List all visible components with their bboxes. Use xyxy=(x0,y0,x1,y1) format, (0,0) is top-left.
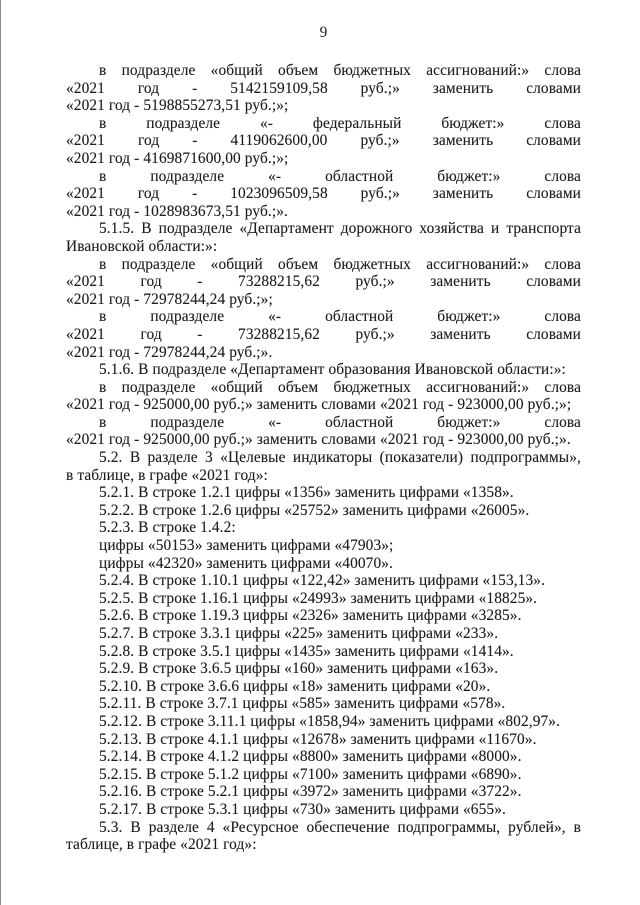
text-line: «2021 год - 1023096509,58 руб.;» заменить словами xyxy=(66,185,581,203)
text-line: 5.2.14. В строке 4.1.2 цифры «8800» заменить цифрами «8000». xyxy=(99,748,522,766)
text-line: «2021 год - 5142159109,58 руб.;» заменить словами xyxy=(66,79,581,97)
text-line: в подразделе «- федеральный бюджет:» слова xyxy=(99,114,581,132)
text-line: 5.2.9. В строке 3.6.5 цифры «160» заменить цифрами «163». xyxy=(99,660,499,678)
text-line: 5.2.13. В строке 4.1.1 цифры «12678» заменить цифрами «11670». xyxy=(99,730,537,748)
text-line: 5.2.3. В строке 1.4.2: xyxy=(99,519,236,537)
text-line: в подразделе «- областной бюджет:» слова xyxy=(99,308,581,326)
document-body xyxy=(66,62,581,854)
text-line: 5.2. В разделе 3 «Целевые индикаторы (показатели) подпрограммы», xyxy=(99,449,581,467)
text-line: в подразделе «общий объем бюджетных ассигнований:» слова xyxy=(99,62,581,79)
text-line: «2021 год - 4119062600,00 руб.;» заменить словами xyxy=(66,132,581,150)
text-line: таблице, в графе «2021 год»: xyxy=(66,836,257,854)
text-line: в подразделе «общий объем бюджетных ассигнований:» слова xyxy=(99,255,581,273)
text-line: 5.2.16. В строке 5.2.1 цифры «3972» заменить цифрами «3722». xyxy=(99,783,522,801)
text-line: цифры «42320» заменить цифрами «40070». xyxy=(99,554,393,572)
text-line: в подразделе «- областной бюджет:» слова xyxy=(99,167,581,185)
page-number: 9 xyxy=(319,24,328,41)
text-line: Ивановской области:»: xyxy=(66,237,218,255)
text-line: «2021 год - 72978244,24 руб.;». xyxy=(66,343,273,361)
text-line: 5.2.10. В строке 3.6.6 цифры «18» заменить цифрами «20». xyxy=(99,677,491,695)
text-line: 5.3. В разделе 4 «Ресурсное обеспечение подпрограммы, рублей», в xyxy=(99,818,581,836)
text-line: цифры «50153» заменить цифрами «47903»; xyxy=(99,537,394,555)
text-line: в подразделе «- областной бюджет:» слова xyxy=(99,413,581,431)
text-line: «2021 год - 1028983673,51 руб.;». xyxy=(66,202,288,220)
text-line: «2021 год - 5198855273,51 руб.;»; xyxy=(66,97,289,115)
text-line: 5.2.17. В строке 5.3.1 цифры «730» заменить цифрами «655». xyxy=(99,800,506,818)
text-line: 5.2.8. В строке 3.5.1 цифры «1435» заменить цифрами «1414». xyxy=(99,642,514,660)
text-line: «2021 год - 72978244,24 руб.;»; xyxy=(66,290,273,308)
text-line: «2021 год - 925000,00 руб.;» заменить словами «2021 год - 923000,00 руб.;». xyxy=(66,431,571,449)
text-line: 5.2.1. В строке 1.2.1 цифры «1356» заменить цифрами «1358». xyxy=(99,484,514,502)
text-line: в подразделе «общий объем бюджетных ассигнований:» слова xyxy=(99,378,581,396)
text-line: 5.2.12. В строке 3.11.1 цифры «1858,94» заменить цифрами «802,97». xyxy=(99,712,561,730)
text-line: 5.2.6. В строке 1.19.3 цифры «2326» заменить цифрами «3285». xyxy=(99,607,522,625)
text-line: «2021 год - 925000,00 руб.;» заменить словами «2021 год - 923000,00 руб.;»; xyxy=(66,396,572,414)
scan-edge-line xyxy=(0,0,1,905)
text-line: 5.1.6. В подразделе «Департамент образования Ивановской области:»: xyxy=(99,361,566,379)
text-line: 5.1.5. В подразделе «Департамент дорожного хозяйства и транспорта xyxy=(99,220,581,238)
text-line: 5.2.11. В строке 3.7.1 цифры «585» заменить цифрами «578». xyxy=(99,695,506,713)
text-line: 5.2.5. В строке 1.16.1 цифры «24993» заменить цифрами «18825». xyxy=(99,589,538,607)
text-line: «2021 год - 73288215,62 руб.;» заменить словами xyxy=(66,273,581,291)
text-line: 5.2.7. В строке 3.3.1 цифры «225» заменить цифрами «233». xyxy=(99,625,499,642)
text-line: «2021 год - 4169871600,00 руб.;»; xyxy=(66,149,289,167)
text-line: 5.2.15. В строке 5.1.2 цифры «7100» заменить цифрами «6890». xyxy=(99,765,522,783)
text-line: «2021 год - 73288215,62 руб.;» заменить словами xyxy=(66,325,581,343)
text-line: в таблице, в графе «2021 год»: xyxy=(66,466,268,484)
text-line: 5.2.4. В строке 1.10.1 цифры «122,42» заменить цифрами «153,13». xyxy=(99,572,546,590)
text-line: 5.2.2. В строке 1.2.6 цифры «25752» заменить цифрами «26005». xyxy=(99,501,530,519)
